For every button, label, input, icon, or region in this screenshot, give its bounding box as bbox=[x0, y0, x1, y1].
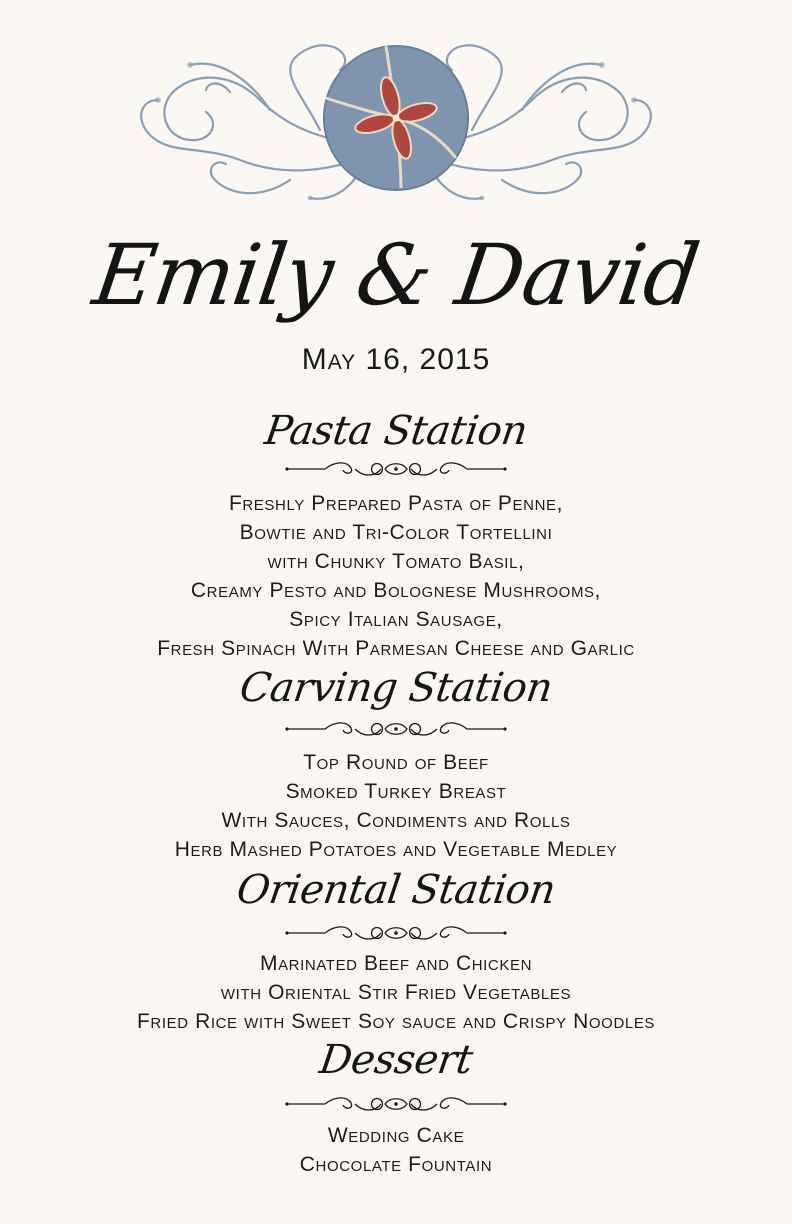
menu-item: Creamy Pesto and Bolognese Mushrooms, bbox=[190, 579, 602, 602]
menu-item: Smoked Turkey Breast bbox=[285, 780, 507, 803]
flourish-divider bbox=[285, 923, 507, 943]
menu-item: With Sauces, Condiments and Rolls bbox=[221, 809, 571, 832]
flourish-divider bbox=[285, 719, 507, 739]
menu-item: Marinated Beef and Chicken bbox=[259, 952, 532, 975]
menu-item: Freshly Prepared Pasta of Penne, bbox=[228, 492, 564, 515]
menu-item: Bowtie and Tri-Color Tortellini bbox=[239, 521, 553, 544]
menu-item: Fried Rice with Sweet Soy sauce and Crispy Noodles bbox=[136, 1010, 656, 1033]
menu-list-oriental-station bbox=[0, 949, 792, 1036]
menu-item: Fresh Spinach With Parmesan Cheese and Garlic bbox=[157, 637, 635, 660]
menu-item: with Chunky Tomato Basil, bbox=[267, 550, 525, 573]
wedding-date: May 16, 2015 bbox=[301, 343, 491, 376]
scroll-crest-ornament bbox=[120, 30, 672, 210]
section-title-oriental-station: Oriental Station bbox=[233, 867, 559, 913]
section-title-carving-station: Carving Station bbox=[236, 665, 556, 711]
menu-list-dessert bbox=[0, 1121, 792, 1179]
flourish-divider bbox=[285, 459, 507, 479]
menu-item: Top Round of Beef bbox=[303, 751, 489, 774]
menu-list-carving-station bbox=[0, 748, 792, 864]
menu-item: Chocolate Fountain bbox=[299, 1153, 493, 1176]
menu-item: with Oriental Stir Fried Vegetables bbox=[220, 981, 572, 1004]
flourish-divider bbox=[285, 1094, 507, 1114]
menu-list-pasta-station bbox=[0, 489, 792, 663]
menu-item: Herb Mashed Potatoes and Vegetable Medley bbox=[174, 838, 618, 861]
section-title-dessert: Dessert bbox=[316, 1037, 476, 1083]
menu-item: Wedding Cake bbox=[327, 1124, 465, 1147]
section-title-pasta-station: Pasta Station bbox=[261, 408, 531, 454]
menu-item: Spicy Italian Sausage, bbox=[289, 608, 503, 631]
couple-names-title: Emily & David bbox=[87, 226, 705, 324]
